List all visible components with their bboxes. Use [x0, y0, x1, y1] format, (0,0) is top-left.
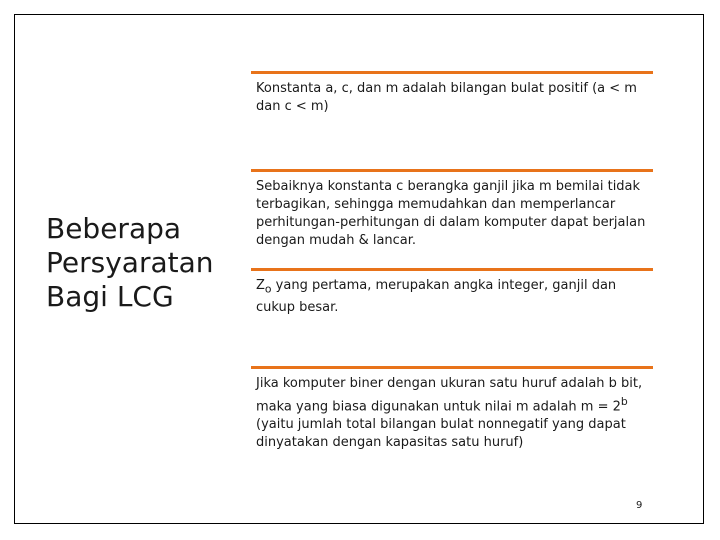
item-text-rest: yang pertama, merupakan angka integer, ganjil dan cukup besar.	[256, 278, 617, 315]
page-number: 9	[636, 500, 643, 511]
item-text	[251, 375, 653, 452]
slide-title	[46, 212, 236, 314]
item-divider	[251, 366, 653, 369]
item-text	[251, 277, 653, 317]
item-text-variable: Z	[256, 278, 265, 293]
item-text-superscript: b	[620, 395, 628, 408]
list-item	[251, 71, 653, 116]
item-text: Sebaiknya konstanta c berangka ganjil jika m bemilai tidak terbagikan, sehingga memudahkan dan memperlancar perhitungan-perhitungan di dalam komputer dapat berjalan dengan mudah & lancar.	[256, 179, 646, 248]
list-item	[251, 268, 653, 317]
slide-title-line: Beberapa	[46, 212, 182, 245]
item-divider	[251, 71, 653, 74]
slide-title-line: Bagi LCG	[46, 280, 174, 313]
list-item	[251, 169, 653, 250]
item-text-before: Jika komputer biner dengan ukuran satu huruf adalah b bit, maka yang biasa digunakan untuk nilai m adalah m = 2	[256, 376, 643, 415]
item-text-subscript: o	[264, 282, 272, 296]
item-divider	[251, 268, 653, 271]
item-divider	[251, 169, 653, 172]
slide-title-line: Persyaratan	[46, 246, 214, 279]
item-text-after: (yaitu jumlah total bilangan bulat nonnegatif yang dapat dinyatakan dengan kapasitas satu huruf)	[256, 417, 626, 451]
list-item	[251, 366, 653, 452]
item-text: Konstanta a, c, dan m adalah bilangan bulat positif (a < m dan c < m)	[256, 81, 637, 114]
